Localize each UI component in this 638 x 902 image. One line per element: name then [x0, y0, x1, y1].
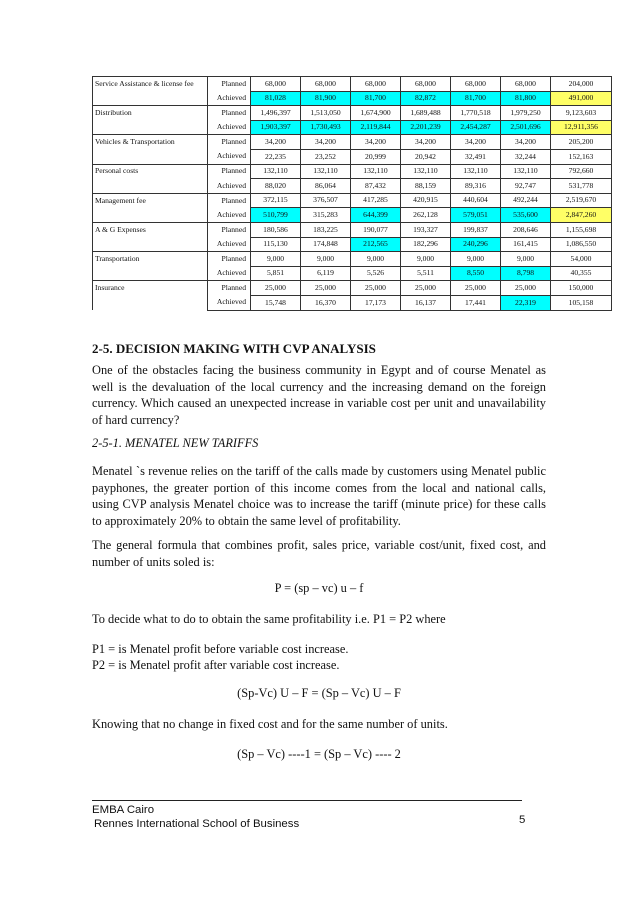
value-cell: 182,296: [401, 237, 451, 252]
category-cell: Transportation: [93, 252, 208, 267]
achieved-label: Achieved: [208, 149, 251, 164]
value-cell: 81,700: [351, 91, 401, 106]
value-cell: 23,252: [301, 149, 351, 164]
value-cell: 9,000: [501, 252, 551, 267]
total-cell: 150,000: [551, 281, 612, 296]
value-cell: 492,244: [501, 193, 551, 208]
footer-program: EMBA Cairo: [92, 804, 155, 816]
achieved-label: Achieved: [208, 237, 251, 252]
value-cell: 193,327: [401, 222, 451, 237]
value-cell: 190,077: [351, 222, 401, 237]
value-cell: 1,979,250: [501, 106, 551, 121]
value-cell: 81,900: [301, 91, 351, 106]
category-cell: [93, 295, 208, 310]
value-cell: 34,200: [301, 135, 351, 150]
category-cell: Service Assistance & license fee: [93, 77, 208, 92]
value-cell: 32,491: [451, 149, 501, 164]
table-row-planned: [93, 252, 612, 267]
value-cell: 20,942: [401, 149, 451, 164]
table-row-planned: [93, 281, 612, 296]
value-cell: 89,316: [451, 179, 501, 194]
achieved-label: Achieved: [208, 179, 251, 194]
value-cell: 132,110: [351, 164, 401, 179]
value-cell: 115,130: [251, 237, 301, 252]
table-row-achieved: [93, 237, 612, 252]
value-cell: 372,115: [251, 193, 301, 208]
value-cell: 22,319: [501, 295, 551, 310]
total-cell: 152,163: [551, 149, 612, 164]
value-cell: 34,200: [401, 135, 451, 150]
value-cell: 68,000: [451, 77, 501, 92]
table-row-achieved: [93, 179, 612, 194]
value-cell: 68,000: [401, 77, 451, 92]
value-cell: 6,119: [301, 266, 351, 281]
value-cell: 16,137: [401, 295, 451, 310]
value-cell: 2,501,696: [501, 120, 551, 135]
planned-label: Planned: [208, 281, 251, 296]
value-cell: 5,851: [251, 266, 301, 281]
value-cell: 132,110: [501, 164, 551, 179]
value-cell: 88,020: [251, 179, 301, 194]
value-cell: 1,674,900: [351, 106, 401, 121]
value-cell: 420,915: [401, 193, 451, 208]
value-cell: 34,200: [351, 135, 401, 150]
value-cell: 1,903,397: [251, 120, 301, 135]
value-cell: 1,770,518: [451, 106, 501, 121]
formula-equality: (Sp-Vc) U – F = (Sp – Vc) U – F: [237, 686, 401, 700]
achieved-label: Achieved: [208, 120, 251, 135]
value-cell: 22,235: [251, 149, 301, 164]
planned-label: Planned: [208, 164, 251, 179]
total-cell: 2,847,260: [551, 208, 612, 223]
value-cell: 535,600: [501, 208, 551, 223]
value-cell: 81,700: [451, 91, 501, 106]
category-cell: [93, 266, 208, 281]
footer-school: Rennes International School of Business: [94, 818, 300, 830]
paragraph-formula-intro: The general formula that combines profit, sales price, variable cost/unit, fixed cost, and number of units soled is:: [92, 538, 546, 569]
category-cell: Distribution: [93, 106, 208, 121]
planned-label: Planned: [208, 135, 251, 150]
value-cell: 20,999: [351, 149, 401, 164]
total-cell: 1,155,698: [551, 222, 612, 237]
category-cell: [93, 120, 208, 135]
section-heading: 2-5. DECISION MAKING WITH CVP ANALYSIS: [92, 341, 376, 356]
table-row-achieved: [93, 120, 612, 135]
value-cell: 132,110: [451, 164, 501, 179]
value-cell: 2,201,239: [401, 120, 451, 135]
total-cell: 54,000: [551, 252, 612, 267]
value-cell: 32,244: [501, 149, 551, 164]
value-cell: 81,800: [501, 91, 551, 106]
value-cell: 34,200: [451, 135, 501, 150]
category-cell: [93, 149, 208, 164]
table-row-planned: [93, 135, 612, 150]
table-row-achieved: [93, 295, 612, 310]
formula-variable-cost: (Sp – Vc) ----1 = (Sp – Vc) ---- 2: [237, 747, 401, 761]
value-cell: 579,051: [451, 208, 501, 223]
planned-label: Planned: [208, 193, 251, 208]
value-cell: 81,028: [251, 91, 301, 106]
value-cell: 88,159: [401, 179, 451, 194]
category-cell: Management fee: [93, 193, 208, 208]
value-cell: 510,799: [251, 208, 301, 223]
value-cell: 25,000: [501, 281, 551, 296]
category-cell: [93, 179, 208, 194]
total-cell: 1,086,550: [551, 237, 612, 252]
value-cell: 86,064: [301, 179, 351, 194]
value-cell: 92,747: [501, 179, 551, 194]
value-cell: 2,454,287: [451, 120, 501, 135]
total-cell: 40,355: [551, 266, 612, 281]
achieved-label: Achieved: [208, 91, 251, 106]
value-cell: 440,604: [451, 193, 501, 208]
total-cell: 12,911,356: [551, 120, 612, 135]
value-cell: 180,586: [251, 222, 301, 237]
value-cell: 5,526: [351, 266, 401, 281]
value-cell: 15,748: [251, 295, 301, 310]
formula-profit: P = (sp – vc) u – f: [274, 581, 364, 595]
total-cell: 792,660: [551, 164, 612, 179]
value-cell: 5,511: [401, 266, 451, 281]
value-cell: 644,399: [351, 208, 401, 223]
value-cell: 9,000: [251, 252, 301, 267]
table-row-achieved: [93, 91, 612, 106]
value-cell: 132,110: [401, 164, 451, 179]
total-cell: 105,158: [551, 295, 612, 310]
category-cell: Vehicles & Transportation: [93, 135, 208, 150]
value-cell: 82,872: [401, 91, 451, 106]
value-cell: 132,110: [251, 164, 301, 179]
value-cell: 132,110: [301, 164, 351, 179]
value-cell: 17,441: [451, 295, 501, 310]
total-cell: 204,000: [551, 77, 612, 92]
category-cell: [93, 208, 208, 223]
table-row-achieved: [93, 149, 612, 164]
category-cell: Insurance: [93, 281, 208, 296]
subheading-new-tariffs: 2-5-1. MENATEL NEW TARIFFS: [92, 436, 259, 450]
value-cell: 376,507: [301, 193, 351, 208]
planned-label: Planned: [208, 106, 251, 121]
value-cell: 183,225: [301, 222, 351, 237]
value-cell: 208,646: [501, 222, 551, 237]
value-cell: 87,432: [351, 179, 401, 194]
footer-divider: [92, 800, 522, 801]
value-cell: 68,000: [501, 77, 551, 92]
value-cell: 17,173: [351, 295, 401, 310]
value-cell: 25,000: [301, 281, 351, 296]
table-row-planned: [93, 77, 612, 92]
achieved-label: Achieved: [208, 208, 251, 223]
planned-label: Planned: [208, 77, 251, 92]
value-cell: 174,848: [301, 237, 351, 252]
value-cell: 199,837: [451, 222, 501, 237]
value-cell: 1,496,397: [251, 106, 301, 121]
value-cell: 8,550: [451, 266, 501, 281]
paragraph-tariff: Menatel `s revenue relies on the tariff of the calls made by customers using Menatel public payphones, the greater portion of this income comes from the local and national calls, using CVP analysis Menatel choice was to increase the tariff (minute price) for these calls to approximately 20% to obtain the same level of profitability.: [92, 464, 546, 528]
value-cell: 34,200: [251, 135, 301, 150]
category-cell: A & G Expenses: [93, 222, 208, 237]
value-cell: 161,415: [501, 237, 551, 252]
value-cell: 212,565: [351, 237, 401, 252]
value-cell: 9,000: [451, 252, 501, 267]
value-cell: 68,000: [251, 77, 301, 92]
table-row-planned: [93, 106, 612, 121]
budget-table-body: [93, 77, 612, 311]
value-cell: 1,730,493: [301, 120, 351, 135]
value-cell: 1,513,050: [301, 106, 351, 121]
value-cell: 16,370: [301, 295, 351, 310]
value-cell: 240,296: [451, 237, 501, 252]
value-cell: 8,798: [501, 266, 551, 281]
total-cell: 531,778: [551, 179, 612, 194]
category-cell: Personal costs: [93, 164, 208, 179]
p2-definition: P2 = is Menatel profit after variable cost increase.: [92, 658, 340, 672]
paragraph-obstacles: One of the obstacles facing the business community in Egypt and of course Menatel as well is the devaluation of the local currency and the increasing demand on the foreign currency. Which caused an unexpected increase in variable cost per unit and unavailability of hard currency?: [92, 363, 546, 427]
value-cell: 25,000: [451, 281, 501, 296]
table-row-planned: [93, 222, 612, 237]
achieved-label: Achieved: [208, 295, 251, 310]
value-cell: 1,689,488: [401, 106, 451, 121]
planned-label: Planned: [208, 222, 251, 237]
value-cell: 25,000: [401, 281, 451, 296]
category-cell: [93, 91, 208, 106]
paragraph-profitability: To decide what to do to obtain the same profitability i.e. P1 = P2 where: [92, 612, 446, 626]
value-cell: 34,200: [501, 135, 551, 150]
value-cell: 68,000: [351, 77, 401, 92]
value-cell: 9,000: [351, 252, 401, 267]
value-cell: 9,000: [401, 252, 451, 267]
table-row-achieved: [93, 266, 612, 281]
value-cell: 68,000: [301, 77, 351, 92]
value-cell: 25,000: [251, 281, 301, 296]
total-cell: 9,123,603: [551, 106, 612, 121]
value-cell: 262,128: [401, 208, 451, 223]
table-row-planned: [93, 193, 612, 208]
budget-table: [92, 76, 612, 311]
p1-definition: P1 = is Menatel profit before variable cost increase.: [92, 642, 349, 656]
value-cell: 315,283: [301, 208, 351, 223]
page-number: 5: [519, 814, 526, 826]
table-row-planned: [93, 164, 612, 179]
value-cell: 25,000: [351, 281, 401, 296]
value-cell: 417,285: [351, 193, 401, 208]
achieved-label: Achieved: [208, 266, 251, 281]
value-cell: 9,000: [301, 252, 351, 267]
category-cell: [93, 237, 208, 252]
value-cell: 2,119,844: [351, 120, 401, 135]
paragraph-fixed-cost: Knowing that no change in fixed cost and for the same number of units.: [92, 717, 448, 731]
planned-label: Planned: [208, 252, 251, 267]
total-cell: 491,000: [551, 91, 612, 106]
total-cell: 2,519,670: [551, 193, 612, 208]
total-cell: 205,200: [551, 135, 612, 150]
table-row-achieved: [93, 208, 612, 223]
